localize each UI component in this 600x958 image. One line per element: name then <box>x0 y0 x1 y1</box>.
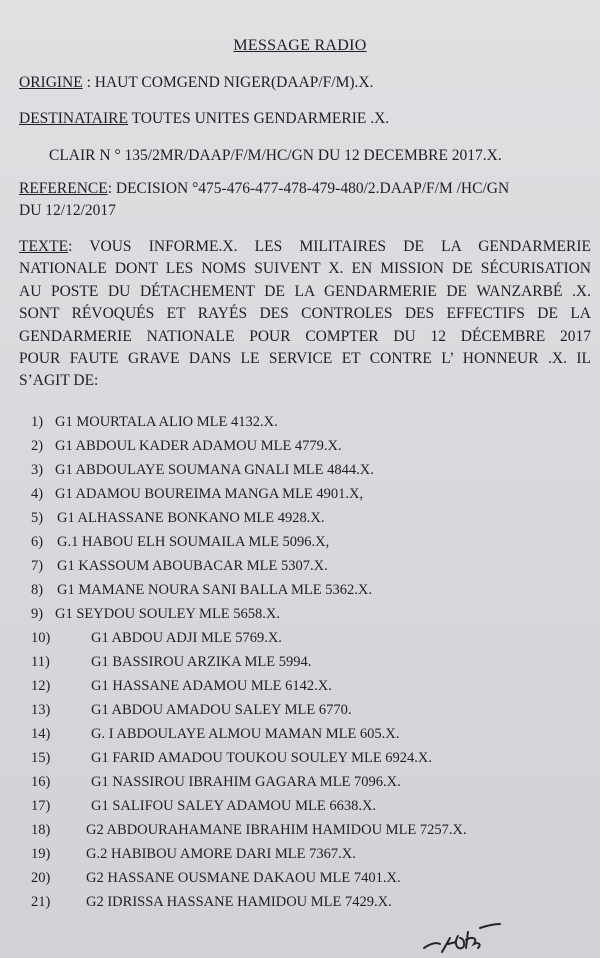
list-item: 2) G1 ABDOUL KADER ADAMOU MLE 4779.X. <box>31 438 342 454</box>
list-item: 16) G1 NASSIROU IBRAHIM GAGARA MLE 7096.X. <box>31 774 401 790</box>
texte-line: NATIONALE DONT LES NOMS SUIVENT X. EN MISSION DE SÉCURISATION <box>19 260 591 278</box>
list-item: 7) G1 KASSOUM ABOUBACAR MLE 5307.X. <box>31 558 328 574</box>
list-item: 19) G.2 HABIBOU AMORE DARI MLE 7367.X. <box>31 846 356 862</box>
clair-line: CLAIR N ° 135/2MR/DAAP/F/M/HC/GN DU 12 DECEMBRE 2017.X. <box>49 147 502 164</box>
list-item: 10) G1 ABDOU ADJI MLE 5769.X. <box>31 630 282 646</box>
page-title: MESSAGE RADIO <box>233 37 367 54</box>
reference-value: : DECISION °475-476-477-478-479-480/2.DAAP/F/M /HC/GN <box>107 180 510 197</box>
list-item: 20) G2 HASSANE OUSMANE DAKAOU MLE 7401.X. <box>31 870 401 886</box>
origin-value: : HAUT COMGEND NIGER(DAAP/F/M).X. <box>82 74 374 91</box>
list-item: 11) G1 BASSIROU ARZIKA MLE 5994. <box>31 654 312 670</box>
origin-line <box>19 74 374 92</box>
list-item: 17) G1 SALIFOU SALEY ADAMOU MLE 6638.X. <box>31 798 377 814</box>
texte-line: SONT RÉVOQUÉS ET RAYÉS DES CONTROLES DES EFFECTIFS DE LA <box>19 305 591 323</box>
list-item: 3) G1 ABDOULAYE SOUMANA GNALI MLE 4844.X. <box>31 462 374 478</box>
reference-line <box>19 180 509 198</box>
reference-line-2: DU 12/12/2017 <box>19 202 116 219</box>
list-item: 14) G. I ABDOULAYE ALMOU MAMAN MLE 605.X. <box>31 726 400 742</box>
texte-line: GENDARMERIE NATIONALE POUR COMPTER DU 12 DÉCEMBRE 2017 <box>19 327 591 345</box>
origin-label: ORIGINE <box>19 74 83 91</box>
recipient-line <box>19 110 389 128</box>
list-item: 13) G1 ABDOU AMADOU SALEY MLE 6770. <box>31 702 352 718</box>
list-item: 9) G1 SEYDOU SOULEY MLE 5658.X. <box>31 606 281 622</box>
recipient-value: TOUTES UNITES GENDARMERIE .X. <box>127 110 390 127</box>
texte-label: TEXTE <box>19 238 69 255</box>
list-item: 21) G2 IDRISSA HASSANE HAMIDOU MLE 7429.X. <box>31 894 392 910</box>
list-item: 1) G1 MOURTALA ALIO MLE 4132.X. <box>31 414 278 430</box>
list-item: 6) G.1 HABOU ELH SOUMAILA MLE 5096.X, <box>31 534 330 550</box>
texte-line: S’AGIT DE: <box>19 372 99 390</box>
texte-paragraph <box>19 236 591 393</box>
list-item: 5) G1 ALHASSANE BONKANO MLE 4928.X. <box>31 510 325 526</box>
handwritten-signature <box>420 918 504 958</box>
texte-line: POUR FAUTE GRAVE DANS LE SERVICE ET CONTRE L’ HONNEUR .X. IL <box>19 350 591 368</box>
texte-line: AU POSTE DU DÉTACHEMENT DE LA GENDARMERIE DE WANZARBÉ .X. <box>19 282 591 300</box>
texte-line: TEXTE: VOUS INFORME.X. LES MILITAIRES DE LA GENDARMERIE <box>19 238 591 255</box>
list-item: 15) G1 FARID AMADOU TOUKOU SOULEY MLE 6924.X. <box>31 750 433 766</box>
list-item: 12) G1 HASSANE ADAMOU MLE 6142.X. <box>31 678 332 694</box>
list-item: 4) G1 ADAMOU BOUREIMA MANGA MLE 4901.X, <box>31 486 364 502</box>
list-item: 8) G1 MAMANE NOURA SANI BALLA MLE 5362.X. <box>31 582 372 598</box>
recipient-label: DESTINATAIRE <box>19 110 128 127</box>
reference-label: REFERENCE <box>19 180 108 197</box>
list-item: 18) G2 ABDOURAHAMANE IBRAHIM HAMIDOU MLE 7257.X. <box>31 822 467 838</box>
